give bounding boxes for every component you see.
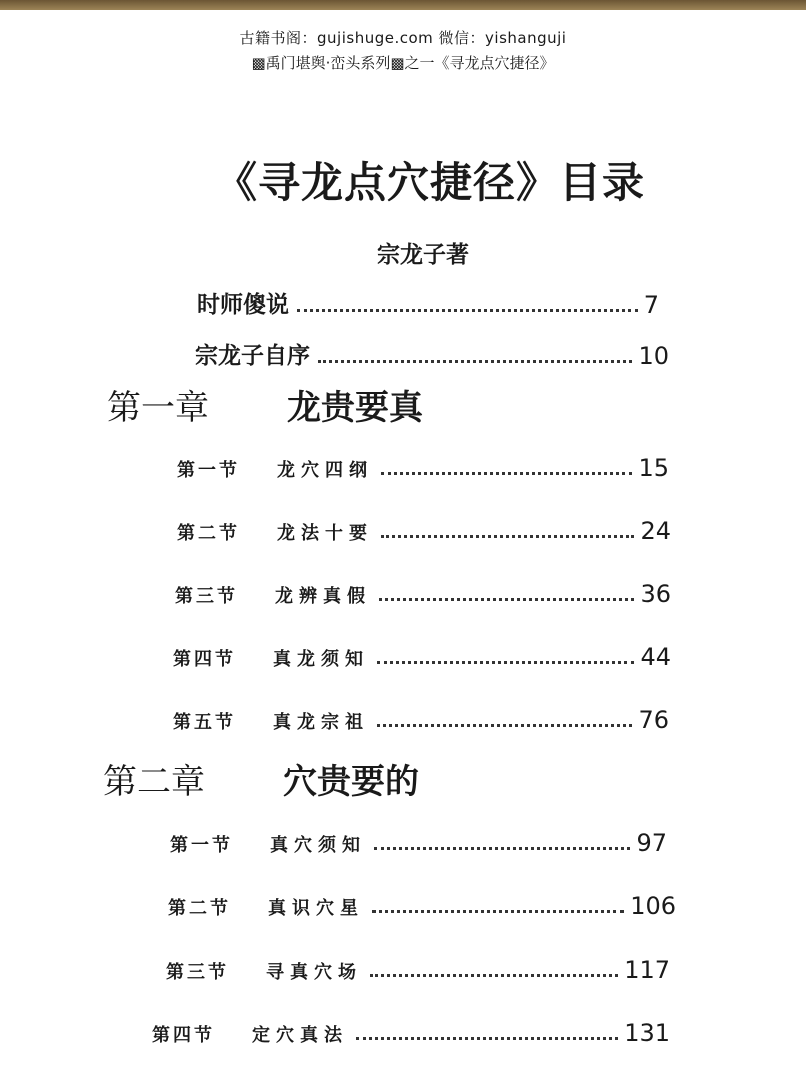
chapter-title: 穴贵要的 [283, 762, 419, 802]
chapter-number: 第二章 [103, 762, 205, 802]
section-title: 龙法十要 [277, 523, 373, 544]
section-title: 真龙宗祖 [273, 712, 369, 733]
entry-title: 时师傻说 [197, 291, 289, 318]
entry-page: 117 [624, 956, 670, 984]
toc-entry-section [177, 511, 671, 545]
leader-dots [318, 360, 632, 363]
leader-dots [379, 598, 634, 601]
section-number: 第二节 [177, 523, 240, 544]
entry-page: 7 [643, 291, 659, 319]
leader-dots [377, 724, 632, 727]
toc-entry-front-1 [197, 285, 659, 319]
toc-entry-section [177, 448, 669, 482]
entry-page: 131 [624, 1019, 670, 1047]
section-number: 第三节 [175, 586, 238, 607]
entry-title: 宗龙子自序 [195, 342, 310, 369]
toc-entry-section [152, 1013, 670, 1047]
toc-title: 《寻龙点穴捷径》目录 [215, 158, 646, 207]
section-number: 第一节 [170, 835, 233, 856]
entry-page: 44 [640, 643, 671, 671]
entry-page: 106 [630, 892, 676, 920]
toc-entry-section [173, 637, 671, 671]
leader-dots [297, 309, 638, 312]
author-line: 宗龙子著 [377, 241, 469, 268]
entry-page: 24 [640, 517, 671, 545]
section-number: 第二节 [168, 898, 231, 919]
section-number: 第五节 [173, 712, 236, 733]
entry-page: 97 [636, 829, 667, 857]
section-number: 第三节 [166, 962, 229, 983]
leader-dots [381, 472, 632, 475]
entry-page: 10 [638, 342, 669, 370]
top-border [0, 0, 806, 10]
series-header-line: ▩禹门堪舆·峦头系列▩之一《寻龙点穴捷径》 [251, 54, 555, 72]
leader-dots [381, 535, 634, 538]
toc-entry-section [175, 574, 671, 608]
section-title: 真穴须知 [270, 835, 366, 856]
toc-entry-section [170, 823, 667, 857]
section-number: 第一节 [177, 460, 240, 481]
leader-dots [374, 847, 630, 850]
toc-entry-front-2 [195, 336, 669, 370]
entry-page: 76 [638, 706, 669, 734]
chapter-number: 第一章 [107, 388, 209, 428]
section-title: 寻真穴场 [266, 962, 362, 983]
section-number: 第四节 [152, 1025, 215, 1046]
section-number: 第四节 [173, 649, 236, 670]
section-title: 龙辨真假 [275, 586, 371, 607]
section-title: 龙穴四纲 [277, 460, 373, 481]
section-title: 定穴真法 [252, 1025, 348, 1046]
chapter-heading-2 [103, 754, 419, 803]
toc-entry-section [166, 950, 670, 984]
toc-entry-section [173, 700, 669, 734]
chapter-title: 龙贵要真 [287, 388, 423, 428]
section-title: 真龙须知 [273, 649, 369, 670]
entry-page: 15 [638, 454, 669, 482]
leader-dots [370, 974, 618, 977]
leader-dots [356, 1037, 618, 1040]
section-title: 真识穴星 [268, 898, 364, 919]
leader-dots [372, 910, 624, 913]
toc-entry-section [168, 886, 676, 920]
entry-page: 36 [640, 580, 671, 608]
chapter-heading-1 [107, 380, 423, 429]
leader-dots [377, 661, 634, 664]
watermark-header-line: 古籍书阁：gujishuge.com 微信：yishanguji [239, 29, 567, 47]
